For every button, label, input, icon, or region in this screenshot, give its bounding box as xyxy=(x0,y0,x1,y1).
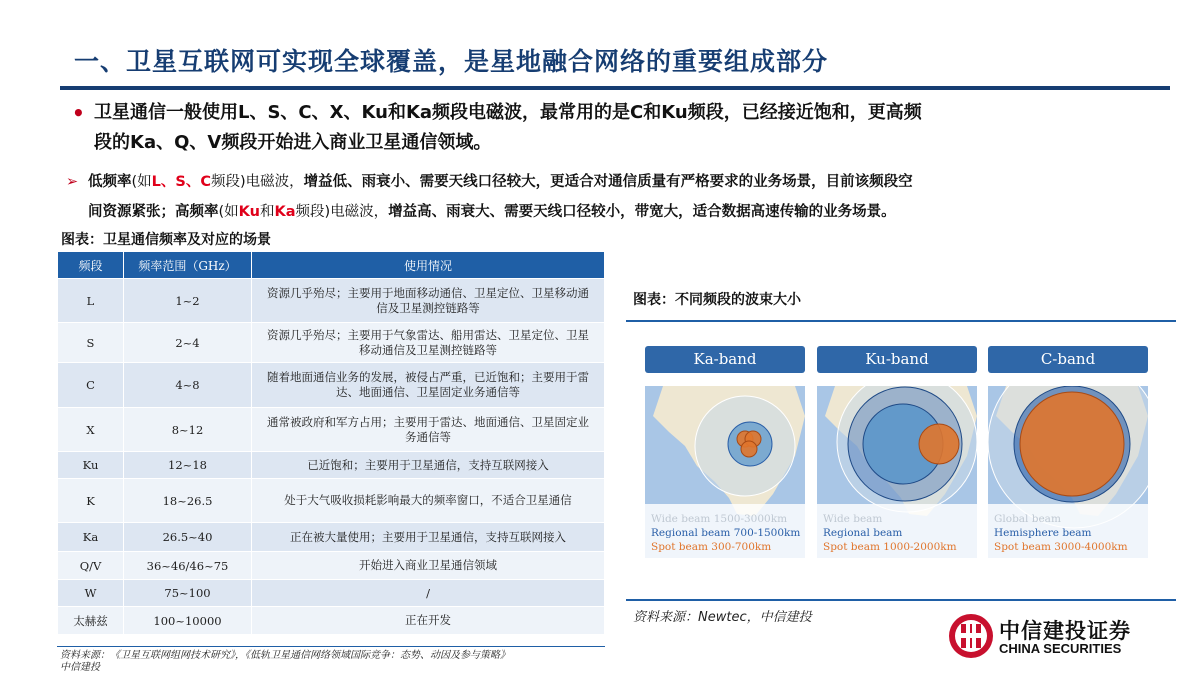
sub-line-2 xyxy=(66,198,1166,226)
cell-use: 通常被政府和军方占用；主要用于雷达、地面通信、卫星固定业务通信等 xyxy=(252,408,605,452)
figure-caption: 图表：不同频段的波束大小 xyxy=(633,292,801,308)
high-band-ku: Ku xyxy=(238,204,260,220)
cell-band: Ku xyxy=(58,452,124,479)
logo-name-cn: 中信建投证券 xyxy=(999,619,1131,643)
cell-range: 2~4 xyxy=(124,323,252,363)
table-row xyxy=(58,408,605,452)
company-logo xyxy=(947,612,1147,662)
cell-band: K xyxy=(58,479,124,523)
table-bottom-rule xyxy=(57,646,605,647)
page-title: 一、卫星互联网可实现全球覆盖，是星地融合网络的重要组成部分 xyxy=(74,47,829,76)
high-paren-open: (如 xyxy=(218,204,239,220)
legend-wide: Wide beam xyxy=(823,513,883,525)
table-row xyxy=(58,279,605,323)
cell-band: Ka xyxy=(58,523,124,552)
cell-range: 18~26.5 xyxy=(124,479,252,523)
cell-use: 资源几乎殆尽；主要用于地面移动通信、卫星定位、卫星移动通信及卫星测控链路等 xyxy=(252,279,605,323)
table-source-line-1: 资料来源：《卫星互联网组网技术研究》，《低轨卫星通信网络领域国际竞争：态势、动因及参与策略》 xyxy=(60,650,510,661)
spot-beam-circle xyxy=(741,441,757,457)
legend-wide: Wide beam 1500-3000km xyxy=(651,513,788,525)
table-row xyxy=(58,580,605,607)
table-row xyxy=(58,363,605,408)
low-paren-close: 频段) xyxy=(211,174,246,190)
arrow-bullet-icon: ➢ xyxy=(66,174,79,190)
cell-band: X xyxy=(58,408,124,452)
legend-spot: Spot beam 3000-4000km xyxy=(994,541,1128,553)
cell-band: L xyxy=(58,279,124,323)
header-band: 频段 xyxy=(58,252,124,279)
table-row xyxy=(58,479,605,523)
cell-use: 处于大气吸收损耗影响最大的频率窗口，不适合卫星通信 xyxy=(252,479,605,523)
header-range: 频率范围（GHz） xyxy=(124,252,252,279)
cell-range: 8~12 xyxy=(124,408,252,452)
main-bullet xyxy=(72,98,1132,158)
title-divider xyxy=(60,86,1170,90)
table-header-row xyxy=(58,252,605,279)
table-row xyxy=(58,523,605,552)
frequency-table xyxy=(57,251,605,635)
ku-band-panel xyxy=(817,346,977,558)
table-row xyxy=(58,552,605,580)
low-desc: 增益低、雨衰小、需要天线口径较大，更适合对通信质量有严格要求的业务场景，目前该频段空 xyxy=(303,174,913,190)
c-band-panel xyxy=(988,346,1148,558)
cell-use: 开始进入商业卫星通信领域 xyxy=(252,552,605,580)
low-bands: L、S、C xyxy=(151,174,211,190)
figure-top-rule xyxy=(626,320,1176,322)
legend-wide: Global beam xyxy=(994,513,1061,525)
cell-band: C xyxy=(58,363,124,408)
high-desc: 增益高、雨衰大、需要天线口径较小，带宽大，适合数据高速传输的业务场景。 xyxy=(388,204,896,220)
legend-spot: Spot beam 1000-2000km xyxy=(823,541,957,553)
table-row xyxy=(58,607,605,635)
high-and: 和 xyxy=(259,204,275,220)
figure-source: 资料来源：Newtec，中信建投 xyxy=(633,610,812,625)
high-paren-close: 频段) xyxy=(295,204,331,220)
cell-range: 1~2 xyxy=(124,279,252,323)
cell-use: / xyxy=(252,580,605,607)
figure-bottom-rule xyxy=(626,599,1176,601)
cell-use: 正在被大量使用；主要用于卫星通信，支持互联网接入 xyxy=(252,523,605,552)
cell-band: S xyxy=(58,323,124,363)
bullet-line-2: 段的Ka、Q、V频段开始进入商业卫星通信领域。 xyxy=(94,132,492,153)
cell-band: W xyxy=(58,580,124,607)
cell-use: 已近饱和；主要用于卫星通信，支持互联网接入 xyxy=(252,452,605,479)
ku-band-label: Ku-band xyxy=(817,346,977,373)
legend-regional: Regional beam 700-1500km xyxy=(651,527,801,539)
cell-use: 正在开发 xyxy=(252,607,605,635)
cell-range: 26.5~40 xyxy=(124,523,252,552)
cell-range: 75~100 xyxy=(124,580,252,607)
ku-legend xyxy=(823,512,957,554)
c-band-label: C-band xyxy=(988,346,1148,373)
table-row xyxy=(58,323,605,363)
spot-beam-circle xyxy=(1020,392,1124,496)
cell-range: 4~8 xyxy=(124,363,252,408)
citic-logo-icon xyxy=(947,612,995,660)
high-band-ka: Ka xyxy=(274,204,296,220)
legend-spot: Spot beam 300-700km xyxy=(651,541,772,553)
legend-regional: Regional beam xyxy=(823,527,903,539)
cell-band: Q/V xyxy=(58,552,124,580)
ka-band-panel xyxy=(645,346,805,558)
ka-band-label: Ka-band xyxy=(645,346,805,373)
cell-range: 12~18 xyxy=(124,452,252,479)
cell-range: 36~46/46~75 xyxy=(124,552,252,580)
cell-use: 资源几乎殆尽；主要用于气象雷达、船用雷达、卫星定位、卫星移动通信及卫星测控链路等 xyxy=(252,323,605,363)
table-row xyxy=(58,452,605,479)
table-source xyxy=(60,650,620,674)
cell-use: 随着地面通信业务的发展，被侵占严重，已近饱和；主要用于雷达、地面通信、卫星固定业务通信等 xyxy=(252,363,605,408)
bullet-line-1: 卫星通信一般使用L、S、C、X、Ku和Ka频段电磁波，最常用的是C和Ku频段，已经接近饱和，更高频 xyxy=(94,102,922,123)
header-use: 使用情况 xyxy=(252,252,605,279)
c-legend xyxy=(994,512,1128,554)
low-wave: 电磁波， xyxy=(245,174,304,190)
sub-line-1 xyxy=(66,168,1166,196)
legend-regional: Hemisphere beam xyxy=(994,527,1092,539)
low-paren-open: (如 xyxy=(131,174,152,190)
cell-range: 100~10000 xyxy=(124,607,252,635)
high-wave: 电磁波， xyxy=(330,204,389,220)
logo-name-en: CHINA SECURITIES xyxy=(999,641,1122,656)
line2-lead: 间资源紧张；高频率 xyxy=(88,204,219,220)
sub-bullet xyxy=(66,168,1166,226)
cell-band: 太赫兹 xyxy=(58,607,124,635)
ka-legend xyxy=(651,512,800,554)
bullet-dot-icon: • xyxy=(72,101,85,125)
spot-beam-circle xyxy=(919,424,959,464)
table-source-line-2: 中信建投 xyxy=(60,662,100,673)
low-freq-label: 低频率 xyxy=(88,174,132,190)
table-caption: 图表：卫星通信频率及对应的场景 xyxy=(61,232,271,248)
